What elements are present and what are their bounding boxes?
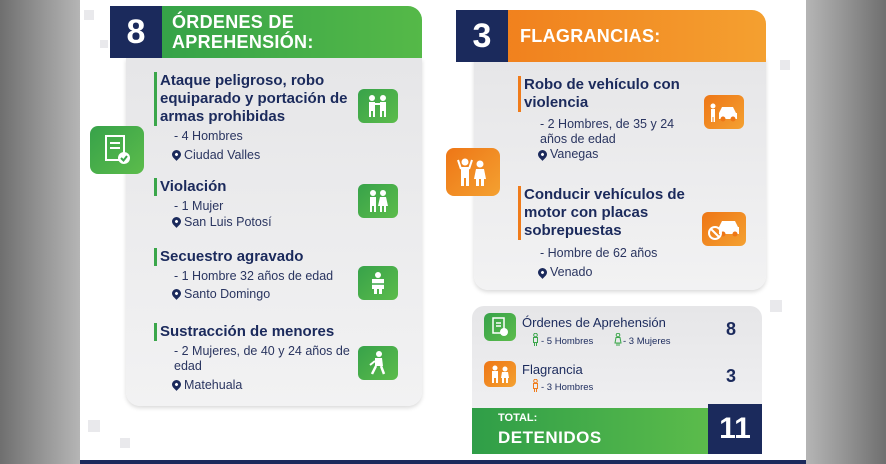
summary-ordenes-women: - 3 Mujeres [623,336,671,347]
ordenes-item-title: Secuestro agravado [154,248,374,266]
summary-ordenes-label: Órdenes de Aprehensión [522,315,666,330]
summary-flagrancia-label: Flagrancia [522,362,583,377]
summary-flagrancia-count: 3 [726,366,737,386]
ordenes-item-detail: - 2 Mujeres, de 40 y 24 años de edad [174,344,350,373]
document-check-icon [102,134,132,166]
right-background [806,0,886,464]
arrest-tag [446,148,500,196]
infographic-canvas [80,0,806,464]
bottom-rule [80,460,806,464]
flagrancias-item-place: Vanegas [550,147,599,161]
decor-pixel [88,420,100,432]
ordenes-item-title: Ataque peligroso, robo equiparado y portación de armas prohibidas [154,72,364,126]
two-people-icon [358,184,398,218]
decor-pixel [100,40,108,48]
ordenes-item-title: Sustracción de menores [154,323,374,341]
ordenes-title: ÓRDENES DE APREHENSIÓN: [172,12,314,52]
flagrancias-item-place: Venado [550,265,593,279]
female-figure-icon [614,333,622,346]
ordenes-banner [110,6,422,58]
ordenes-item-place: Matehuala [184,378,243,392]
person-hostage-icon [358,266,398,300]
male-figure-icon [532,379,539,392]
person-child-icon [358,346,398,380]
ordenes-item-place: Ciudad Valles [184,148,261,162]
ordenes-item-place: Santo Domingo [184,287,271,301]
total-sub: DETENIDOS [498,428,602,447]
flagrancias-title: FLAGRANCIAS: [520,26,661,46]
two-people-arrest-icon [358,89,398,123]
summary-ordenes-count: 8 [726,319,737,339]
ordenes-item-detail: - 1 Mujer [174,199,224,213]
ordenes-item-detail: - 4 Hombres [174,129,243,143]
flagrancias-banner [456,10,766,62]
left-background [0,0,80,464]
decor-pixel [780,60,790,70]
car-robbery-icon [704,95,744,129]
car-plates-icon [702,212,746,246]
flagrancias-item-title: Conducir vehículos de motor con placas sobrepuestas [518,186,718,240]
male-figure-icon [532,333,539,346]
document-check-tag [90,126,144,174]
document-check-icon [484,313,516,341]
flagrancias-item-title: Robo de vehículo con violencia [518,76,718,112]
arrest-people-icon [484,361,516,387]
arrest-people-icon [456,157,490,187]
summary-ordenes-men: - 5 Hombres [541,336,594,347]
flagrancias-item-detail: - Hombre de 62 años [540,246,658,260]
ordenes-item-title: Violación [154,178,354,196]
total-label: TOTAL: [498,412,538,424]
summary-flagrancia-men: - 3 Hombres [541,382,594,393]
ordenes-item-detail: - 1 Hombre 32 años de edad [174,269,334,283]
total-count: 11 [708,404,762,454]
flagrancias-count: 3 [456,10,508,62]
decor-pixel [770,300,782,312]
total-bar [472,408,712,454]
ordenes-item-place: San Luis Potosí [184,215,272,229]
decor-pixel [84,10,94,20]
decor-pixel [120,438,130,448]
flagrancias-item-detail: - 2 Hombres, de 35 y 24 años de edad [540,117,675,146]
ordenes-count: 8 [110,6,162,58]
